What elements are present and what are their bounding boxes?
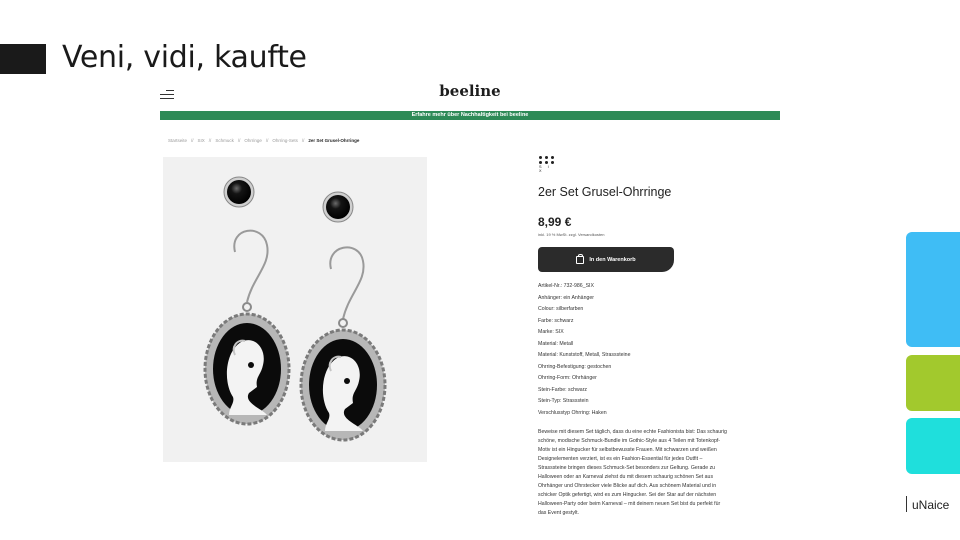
description-line: Motiv ist ein Hingucker für selbstbewusste Frauen. Mit schwarzen und weißen xyxy=(538,447,717,453)
side-tab-green xyxy=(906,355,960,411)
sustainability-banner[interactable]: Erfahre mehr über Nachhaltigkeit bei beeline xyxy=(160,111,780,120)
six-logo-text: S I X xyxy=(539,165,552,173)
breadcrumb-separator: // xyxy=(301,138,305,143)
spec-item: Ohrring-Form: Ohrhänger xyxy=(538,375,597,382)
product-title: 2er Set Grusel-Ohrringe xyxy=(538,185,672,199)
tax-note: inkl. 19 % MwSt. zzgl. Versandkosten xyxy=(538,232,605,237)
add-to-cart-button[interactable] xyxy=(538,247,674,272)
shop-brand-logo[interactable]: beeline xyxy=(439,82,501,100)
breadcrumb-separator: // xyxy=(237,138,241,143)
breadcrumb-earrings[interactable]: Ohrringe xyxy=(244,138,262,143)
shopping-bag-icon xyxy=(576,256,584,264)
product-price: 8,99 € xyxy=(538,215,572,229)
description-line: Halloween oder an Karneval ziehst du mit diesem schaurig schönen Set aus xyxy=(538,474,714,480)
cameo-earring-right xyxy=(301,247,385,440)
description-line: das Event gestylt. xyxy=(538,510,579,516)
spec-item: Stein-Typ: Strassstein xyxy=(538,398,589,405)
description-line: Halloween-Party oder beim Karneval – mit deinem neuen Set bist du perfekt für xyxy=(538,501,721,507)
slide-title: Veni, vidi, kaufte xyxy=(62,40,307,75)
description-line: Beweise mit diesem Set täglich, dass du eine echte Fashionista bist: Das schaurig xyxy=(538,429,727,435)
product-image[interactable] xyxy=(163,157,427,462)
breadcrumb-earring-sets[interactable]: Ohrring-Sets xyxy=(272,138,298,143)
description-line: Designelementen verziert, ist es ein Fashion-Essential für jedes Outfit – xyxy=(538,456,703,462)
cameo-earring-left xyxy=(205,231,289,424)
unaice-logo: uNaice xyxy=(906,496,949,512)
breadcrumb-home[interactable]: Startseite xyxy=(168,138,188,143)
six-brand-logo[interactable] xyxy=(539,156,559,174)
product-description xyxy=(538,428,774,518)
spec-item: Verschlusstyp Ohrring: Haken xyxy=(538,410,607,417)
description-line: schöne, modische Schmuck-Bundle im Gothic-Style aus 4 Teilen mit Totenkopf- xyxy=(538,438,721,444)
product-specs xyxy=(538,283,630,422)
spec-item: Artikel-Nr.: 732-986_SIX xyxy=(538,283,594,289)
breadcrumb-separator: // xyxy=(208,138,212,143)
spec-item: Material: Metall xyxy=(538,340,574,347)
shop-screenshot xyxy=(160,78,780,523)
spec-item: Stein-Farbe: schwarz xyxy=(538,386,588,393)
spec-item: Farbe: schwarz xyxy=(538,317,574,324)
breadcrumb-separator: // xyxy=(191,138,194,143)
spec-item: Material: Kunststoff, Metall, Strasssteine xyxy=(538,352,631,359)
stud-earring-right xyxy=(323,192,353,222)
six-logo-dots-icon xyxy=(539,156,559,164)
side-tab-blue xyxy=(906,232,960,347)
add-to-cart-label: In den Warenkorb xyxy=(589,256,636,263)
breadcrumb-separator: // xyxy=(265,138,269,143)
title-accent-bar xyxy=(0,44,46,74)
breadcrumb-current: 2er Set Grusel-Ohrringe xyxy=(308,138,360,143)
spec-item: Ohrring-Befestigung: gestochen xyxy=(538,363,612,370)
description-line: schicker Optik gefertigt, wird es zum Hingucker. Sei der Star auf der nächsten xyxy=(538,492,717,498)
stud-earring-left xyxy=(224,177,254,207)
breadcrumb-brand[interactable]: SIX xyxy=(197,138,205,143)
spec-item: Marke: SIX xyxy=(538,329,564,336)
description-line: Strasssteine bringen dieses Schmuck-Set besonders zur Geltung. Gerade zu xyxy=(538,465,716,471)
earrings-image xyxy=(163,157,427,462)
breadcrumb-jewelry[interactable]: Schmuck xyxy=(215,138,234,143)
spec-item: Colour: silberfarben xyxy=(538,306,584,313)
side-tab-cyan xyxy=(906,418,960,474)
description-line: Ohrhänger und Ohrstecker viele Blicke auf dich. Aus schönem Material und in xyxy=(538,483,717,489)
breadcrumb xyxy=(168,138,359,143)
spec-item: Anhänger: ein Anhänger xyxy=(538,294,594,301)
